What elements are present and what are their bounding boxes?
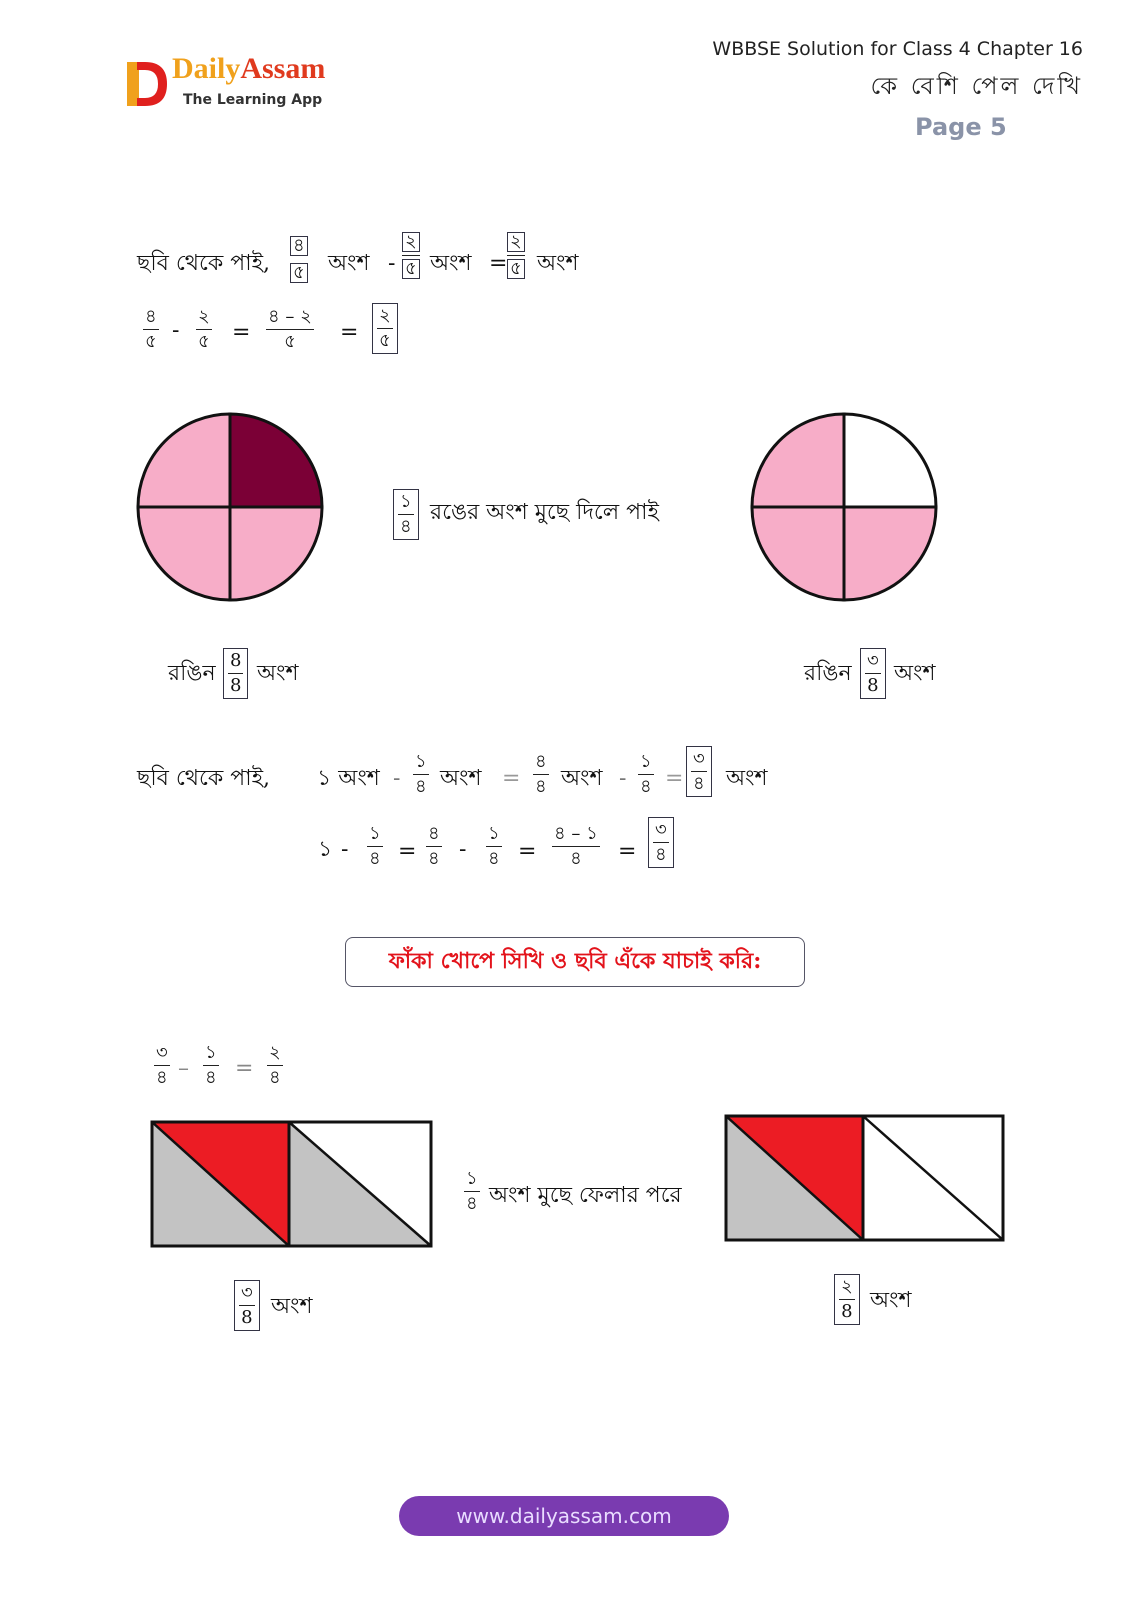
- right-label-b: অংশ: [894, 661, 936, 686]
- circle-quarter-pink: [138, 414, 230, 507]
- fraction: ৪ – ২ ৫: [268, 306, 312, 352]
- left-label-a: রঙিন: [168, 661, 216, 686]
- right-result-fraction: ২ 8: [834, 1274, 860, 1325]
- number-one: ১: [318, 837, 333, 862]
- fraction: ৪ ৫: [290, 236, 308, 283]
- left-fraction: 8 8: [223, 648, 248, 699]
- word-part: অংশ: [328, 251, 370, 276]
- word-part: অংশ: [440, 766, 482, 791]
- rectangle-right: [724, 1114, 1006, 1244]
- minus-sign: -: [619, 766, 627, 791]
- minus-sign: -: [388, 251, 396, 276]
- fraction: ২ ৫: [507, 232, 525, 279]
- fraction: ৪ – ১ ৪: [554, 823, 598, 869]
- circle-quarter-white: [844, 414, 936, 507]
- result-fraction: ২ ৫: [372, 303, 398, 354]
- instruction-banner: ফাঁকা খোপে সিখি ও ছবি এঁকে যাচাই করি:: [345, 937, 805, 987]
- word-part: অংশ: [430, 251, 472, 276]
- logo-title: DailyAssam: [172, 52, 326, 85]
- circle-quarter-pink: [844, 507, 936, 600]
- word-part: অংশ: [537, 251, 579, 276]
- circle-left: [136, 410, 324, 604]
- fraction: ২ ৫: [198, 306, 210, 352]
- equals-sign: =: [398, 839, 417, 864]
- page-number: Page 5: [915, 113, 1007, 141]
- circle-quarter-pink: [230, 507, 322, 600]
- footer-url[interactable]: www.dailyassam.com: [399, 1496, 729, 1536]
- minus-sign: –: [178, 1056, 189, 1081]
- right-result-label: অংশ: [870, 1288, 912, 1313]
- middle-fraction: ১ ৪: [466, 1168, 478, 1214]
- equals-sign: =: [518, 839, 537, 864]
- middle-text: অংশ মুছে ফেলার পরে: [489, 1183, 682, 1208]
- right-label-a: রঙিন: [804, 661, 852, 686]
- fraction: ১ ৪: [640, 751, 652, 797]
- circle-right: [750, 410, 938, 604]
- fraction: ৪ ৪: [535, 751, 547, 797]
- left-result-label: অংশ: [271, 1294, 313, 1319]
- fraction: ১ ৪: [415, 751, 427, 797]
- rectangle-left: [150, 1120, 434, 1250]
- fraction: ৪ ৪: [428, 823, 440, 869]
- circle-quarter-pink: [752, 414, 844, 507]
- middle-fraction: ১ ৪: [393, 489, 419, 540]
- circle-quarter-pink: [752, 507, 844, 600]
- fraction: ৪ ৫: [145, 306, 157, 352]
- fraction: ১ ৪: [488, 823, 500, 869]
- left-result-fraction: ৩ 8: [234, 1280, 260, 1331]
- equals-sign: =: [489, 251, 508, 276]
- minus-sign: -: [341, 837, 349, 862]
- logo-icon: [127, 58, 167, 110]
- fraction: ১ ৪: [205, 1042, 217, 1088]
- minus-sign: -: [172, 318, 180, 343]
- equals-sign: =: [665, 766, 684, 791]
- left-label-b: অংশ: [257, 661, 299, 686]
- minus-sign: -: [393, 766, 401, 791]
- equals-sign: =: [340, 320, 359, 345]
- fraction: ২ ৫: [402, 232, 420, 279]
- middle-text: রঙের অংশ মুছে দিলে পাই: [430, 500, 659, 525]
- header-title: WBBSE Solution for Class 4 Chapter 16: [712, 38, 1083, 60]
- circle-quarter-maroon: [230, 414, 322, 507]
- section2-lead: ছবি থেকে পাই,: [137, 766, 271, 791]
- fraction: ২ ৪: [269, 1042, 281, 1088]
- equals-sign: =: [232, 320, 251, 345]
- result-fraction: ৩ ৪: [686, 746, 712, 797]
- word-part: অংশ: [561, 766, 603, 791]
- one-part: ১ অংশ: [317, 766, 380, 791]
- equals-sign: =: [502, 766, 521, 791]
- logo-tagline: The Learning App: [183, 92, 323, 108]
- minus-sign: -: [459, 837, 467, 862]
- circle-quarter-pink: [138, 507, 230, 600]
- right-fraction: ৩ 8: [860, 648, 886, 699]
- word-part: অংশ: [726, 766, 768, 791]
- result-fraction: ৩ ৪: [648, 817, 674, 868]
- equals-sign: =: [235, 1056, 254, 1081]
- section1-lead: ছবি থেকে পাই,: [137, 251, 271, 276]
- header-subtitle: কে বেশি পেল দেখি: [870, 72, 1083, 100]
- fraction: ৩ ৪: [156, 1042, 168, 1088]
- equals-sign: =: [618, 839, 637, 864]
- fraction: ১ ৪: [369, 823, 381, 869]
